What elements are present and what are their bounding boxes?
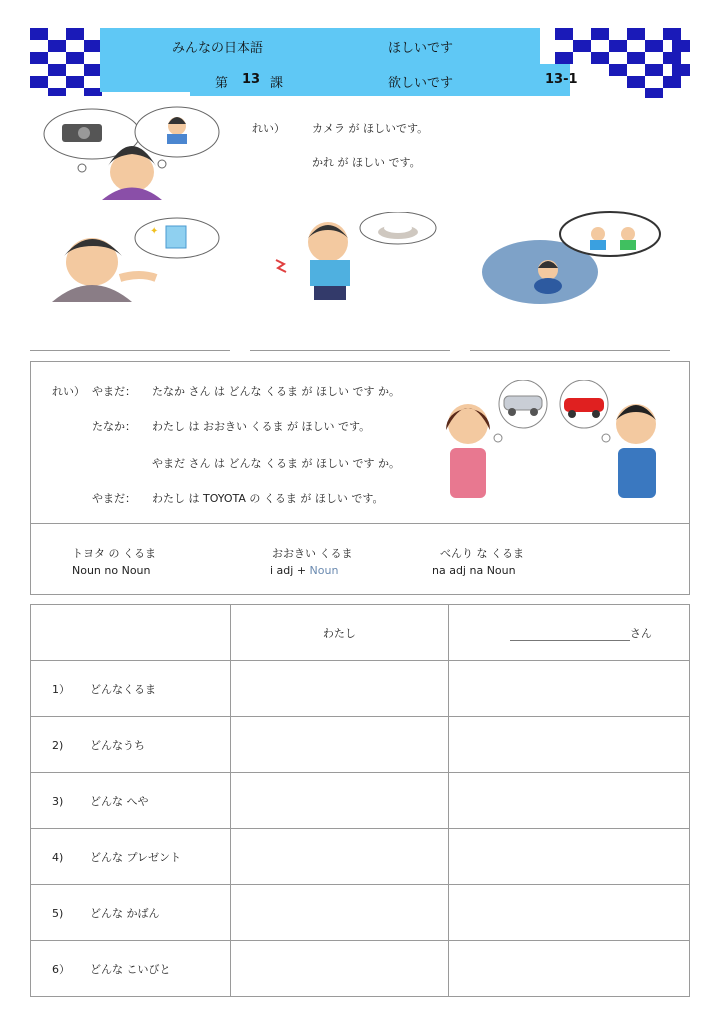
hungry-boy-illustration bbox=[268, 212, 448, 304]
answer-partner-cell[interactable] bbox=[448, 885, 689, 941]
question-number: 6） bbox=[52, 962, 70, 976]
answer-partner-cell[interactable] bbox=[448, 717, 689, 773]
question-cell bbox=[31, 829, 231, 885]
answer-line-3[interactable] bbox=[470, 350, 670, 351]
table-row bbox=[31, 773, 690, 829]
survey-table bbox=[30, 604, 690, 997]
question-cell bbox=[31, 717, 231, 773]
answer-me-cell[interactable] bbox=[230, 885, 448, 941]
question-number: 4) bbox=[52, 850, 64, 864]
dialogue-divider bbox=[30, 523, 690, 524]
question-number: 3) bbox=[52, 794, 64, 808]
answer-me-cell[interactable] bbox=[230, 773, 448, 829]
question-text: どんな へや bbox=[90, 794, 149, 808]
dialogue-text-2: わたし は おおきい くるま が ほしい です。 bbox=[152, 420, 371, 433]
example-line-2: かれ が ほしい です。 bbox=[312, 156, 421, 169]
question-text: どんなうち bbox=[90, 738, 145, 752]
example-line-1: カメラ が ほしいです。 bbox=[312, 122, 429, 135]
table-header-me: わたし bbox=[230, 605, 448, 661]
lesson-number: 13 bbox=[242, 72, 261, 87]
question-number: 1） bbox=[52, 682, 70, 696]
answer-partner-cell[interactable] bbox=[448, 941, 689, 997]
dialogue-rei-label: れい） bbox=[52, 385, 85, 398]
question-text: どんな プレゼント bbox=[90, 850, 182, 864]
grammar-jp-3: べんり な くるま bbox=[440, 547, 524, 560]
answer-partner-cell[interactable] bbox=[448, 829, 689, 885]
dialogue-text-1: たなか さん は どんな くるま が ほしい です か。 bbox=[152, 385, 400, 398]
answer-me-cell[interactable] bbox=[230, 941, 448, 997]
question-text: どんな かばん bbox=[90, 906, 160, 920]
answer-line-1[interactable] bbox=[30, 350, 230, 351]
table-row bbox=[31, 885, 690, 941]
lesson-prefix: 第 bbox=[215, 76, 229, 91]
girl-wanting-camera-illustration bbox=[42, 104, 222, 202]
dialogue-text-4: わたし は TOYOTA の くるま が ほしい です。 bbox=[152, 492, 384, 505]
grammar-en-2-noun: Noun bbox=[309, 564, 339, 577]
grammar-jp-2: おおきい くるま bbox=[272, 547, 353, 560]
question-text: どんなくるま bbox=[90, 682, 156, 696]
question-cell bbox=[31, 661, 231, 717]
two-people-thinking-cars-illustration bbox=[438, 380, 670, 502]
answer-partner-cell[interactable] bbox=[448, 773, 689, 829]
table-row bbox=[31, 661, 690, 717]
question-cell bbox=[31, 773, 231, 829]
sheet-id: 13-1 bbox=[545, 72, 578, 87]
dialogue-speaker-2: たなか： bbox=[92, 420, 136, 433]
san-suffix: さん bbox=[629, 626, 652, 640]
table-header-empty bbox=[31, 605, 231, 661]
thirsty-boy-illustration bbox=[42, 214, 222, 304]
table-row bbox=[31, 941, 690, 997]
lesson-suffix: 課 bbox=[270, 76, 284, 91]
dialogue-speaker-4: やまだ： bbox=[92, 492, 136, 505]
series-title: みんなの日本語 bbox=[172, 41, 264, 56]
table-row bbox=[31, 717, 690, 773]
question-cell bbox=[31, 941, 231, 997]
question-number: 2) bbox=[52, 738, 64, 752]
lonely-boy-illustration bbox=[480, 210, 680, 306]
table-header-partner bbox=[448, 605, 689, 661]
partner-name-field[interactable] bbox=[510, 628, 630, 641]
grammar-en-1: Noun no Noun bbox=[72, 564, 151, 577]
table-row bbox=[31, 829, 690, 885]
grammar-en-3: na adj na Noun bbox=[432, 564, 516, 577]
answer-me-cell[interactable] bbox=[230, 829, 448, 885]
answer-partner-cell[interactable] bbox=[448, 661, 689, 717]
question-number: 5) bbox=[52, 906, 64, 920]
answer-me-cell[interactable] bbox=[230, 661, 448, 717]
dialogue-text-3: やまだ さん は どんな くるま が ほしい です か。 bbox=[152, 457, 400, 470]
question-cell bbox=[31, 885, 231, 941]
svg-text:✦: ✦ bbox=[150, 226, 159, 237]
answer-line-2[interactable] bbox=[250, 350, 450, 351]
dialogue-speaker-1: やまだ： bbox=[92, 385, 136, 398]
example-label: れい） bbox=[252, 122, 285, 135]
topic-hiragana: ほしいです bbox=[388, 41, 454, 56]
answer-me-cell[interactable] bbox=[230, 717, 448, 773]
question-text: どんな こいびと bbox=[90, 962, 171, 976]
table-header-row bbox=[31, 605, 690, 661]
grammar-en-2 bbox=[270, 564, 338, 577]
grammar-jp-1: トヨタ の くるま bbox=[72, 547, 156, 560]
grammar-en-2-adj: i adj + bbox=[270, 564, 310, 577]
topic-kanji: 欲しいです bbox=[388, 76, 454, 91]
